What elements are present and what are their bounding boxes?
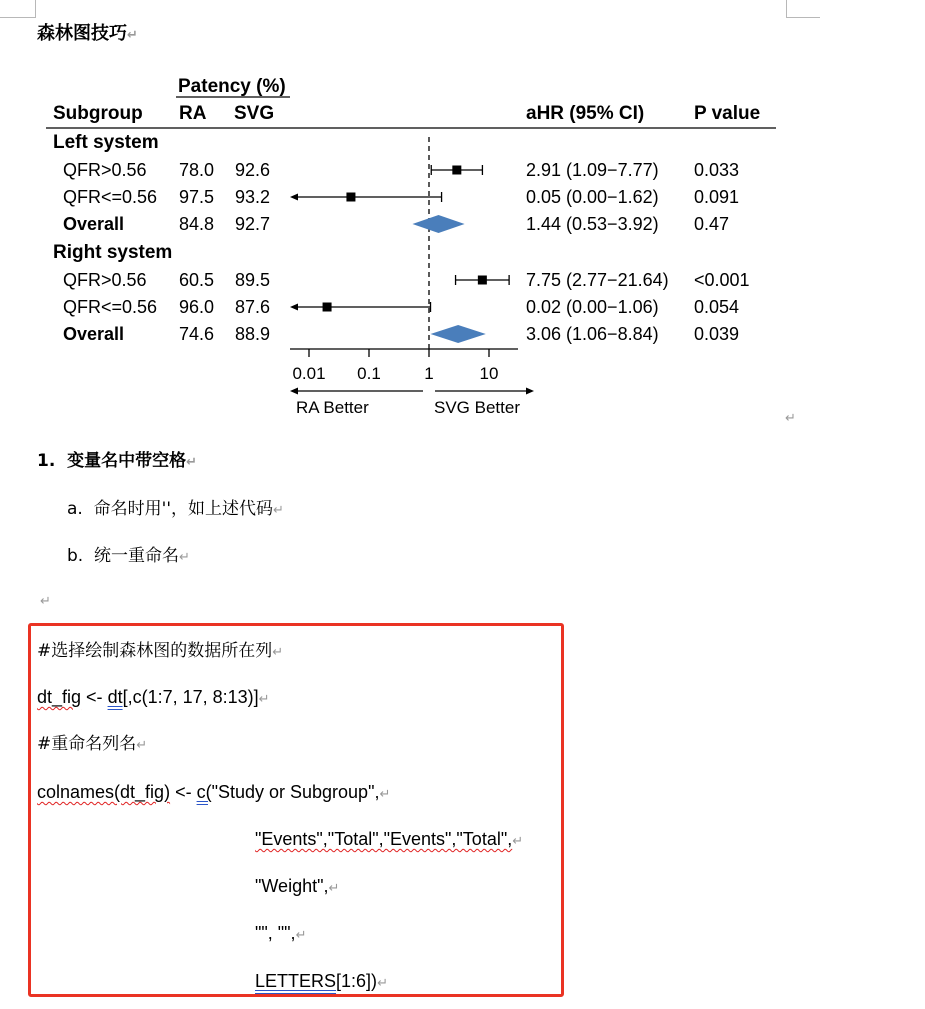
paragraph-mark-icon: ↵ xyxy=(258,692,270,707)
forest-marks xyxy=(290,165,509,343)
document-title-text: 森林图技巧 xyxy=(37,23,127,44)
ra-value: 74.6 xyxy=(179,324,215,344)
paragraph-mark-icon: ↵ xyxy=(273,503,284,518)
paragraph-mark-icon: ↵ xyxy=(379,787,391,802)
paragraph-mark-icon: ↵ xyxy=(785,411,796,426)
list-item-text: 命名时用''，如上述代码 xyxy=(93,499,273,519)
svg-value: 92.7 xyxy=(235,214,271,234)
pvalue-header: P value xyxy=(694,103,761,124)
ra-value: 96.0 xyxy=(179,297,215,317)
list-item xyxy=(67,497,284,523)
ra-value: 60.5 xyxy=(179,270,215,290)
list-marker: a. xyxy=(67,499,83,519)
x-tick-label: 0.1 xyxy=(357,364,381,383)
code-token: "", "", xyxy=(255,923,296,943)
code-token: colnames(dt_fig) xyxy=(37,782,171,802)
ahr-value: 0.02 (0.00−1.06) xyxy=(526,297,659,317)
svg-value: 87.6 xyxy=(235,297,271,317)
ahr-value: 3.06 (1.06−8.84) xyxy=(526,324,659,344)
svg-value: 92.6 xyxy=(235,160,271,180)
code-token: c( xyxy=(196,782,212,802)
paragraph-mark-icon: ↵ xyxy=(136,738,148,753)
code-comment-text: #选择绘制森林图的数据所在列 xyxy=(37,641,273,661)
x-tick-label: 0.01 xyxy=(292,364,326,383)
point-estimate xyxy=(452,166,461,175)
p-value: 0.47 xyxy=(694,214,730,234)
code-token: dt_fig xyxy=(37,687,82,707)
paragraph-mark-icon: ↵ xyxy=(40,594,51,609)
code-token: [1:6]) xyxy=(336,971,378,991)
paragraph-mark-icon: ↵ xyxy=(512,834,524,849)
forest-plot xyxy=(0,0,925,440)
paragraph-mark-icon: ↵ xyxy=(127,28,138,43)
row-label: QFR>0.56 xyxy=(63,270,147,290)
section-label-right-system: Right system xyxy=(53,242,173,263)
paragraph-mark-icon: ↵ xyxy=(328,881,340,896)
code-comment xyxy=(37,733,147,757)
point-estimate xyxy=(346,193,355,202)
svg-value: 88.9 xyxy=(235,324,271,344)
x-tick-label: 10 xyxy=(479,364,499,383)
code-token: <- xyxy=(170,782,197,802)
svg-header: SVG xyxy=(234,103,275,124)
row-label: Overall xyxy=(63,214,125,234)
x-tick-label: 1 xyxy=(424,364,434,383)
ahr-header: aHR (95% CI) xyxy=(526,103,645,124)
ci-arrow-icon xyxy=(290,304,298,311)
point-estimate xyxy=(323,303,332,312)
heading-text: 变量名中带空格 xyxy=(67,451,187,471)
code-line xyxy=(255,875,339,900)
row-label: QFR<=0.56 xyxy=(63,297,158,317)
ahr-value: 1.44 (0.53−3.92) xyxy=(526,214,659,234)
arrow-left-icon xyxy=(290,388,298,395)
p-value: 0.033 xyxy=(694,160,740,180)
arrow-right-icon xyxy=(526,388,534,395)
summary-diamond xyxy=(431,325,486,343)
paragraph-mark-icon: ↵ xyxy=(186,455,198,470)
row-label: Overall xyxy=(63,324,125,344)
ra-value: 97.5 xyxy=(179,187,215,207)
paragraph-mark-icon: ↵ xyxy=(295,928,307,943)
paragraph-mark-icon: ↵ xyxy=(272,645,284,660)
ra-header: RA xyxy=(179,103,207,124)
p-value: 0.091 xyxy=(694,187,740,207)
code-token: "Study or Subgroup", xyxy=(211,782,380,802)
paragraph-mark-icon: ↵ xyxy=(179,550,190,565)
row-label: QFR<=0.56 xyxy=(63,187,158,207)
ahr-value: 7.75 (2.77−21.64) xyxy=(526,270,669,290)
code-line xyxy=(255,922,306,947)
ci-arrow-icon xyxy=(290,194,298,201)
list-item-text: 统一重命名 xyxy=(94,546,180,566)
p-value: <0.001 xyxy=(694,270,750,290)
row-label: QFR>0.56 xyxy=(63,160,147,180)
section-label-left-system: Left system xyxy=(53,132,159,153)
subgroup-header: Subgroup xyxy=(53,103,143,124)
ahr-value: 2.91 (1.09−7.77) xyxy=(526,160,659,180)
list-item xyxy=(67,544,190,570)
code-token: "Weight", xyxy=(255,876,329,896)
section-heading xyxy=(37,449,197,475)
p-value: 0.054 xyxy=(694,297,740,317)
ra-value: 78.0 xyxy=(179,160,215,180)
code-line xyxy=(255,970,388,995)
x-axis-ticks xyxy=(292,349,498,383)
code-line xyxy=(37,686,270,711)
code-line xyxy=(255,828,523,853)
code-token: dt xyxy=(107,687,123,707)
svg-value: 89.5 xyxy=(235,270,271,290)
code-token: <- xyxy=(81,687,108,707)
code-token: LETTERS xyxy=(255,971,337,991)
ra-value: 84.8 xyxy=(179,214,215,234)
paragraph-mark-icon: ↵ xyxy=(377,976,388,991)
list-marker: b. xyxy=(67,546,84,566)
patency-group-header: Patency (%) xyxy=(178,76,286,97)
svg-value: 93.2 xyxy=(235,187,271,207)
ra-better-label: RA Better xyxy=(296,398,369,417)
ahr-value: 0.05 (0.00−1.62) xyxy=(526,187,659,207)
code-token: [,c(1:7, 17, 8:13)] xyxy=(122,687,259,707)
code-comment-text: #重命名列名 xyxy=(37,734,137,754)
code-token: "Events","Total","Events","Total", xyxy=(255,829,513,849)
svg-better-label: SVG Better xyxy=(434,398,520,417)
p-value: 0.039 xyxy=(694,324,740,344)
code-line xyxy=(37,781,390,806)
code-comment xyxy=(37,640,283,664)
point-estimate xyxy=(478,276,487,285)
summary-diamond xyxy=(412,215,464,233)
heading-number: 1. xyxy=(37,451,56,471)
